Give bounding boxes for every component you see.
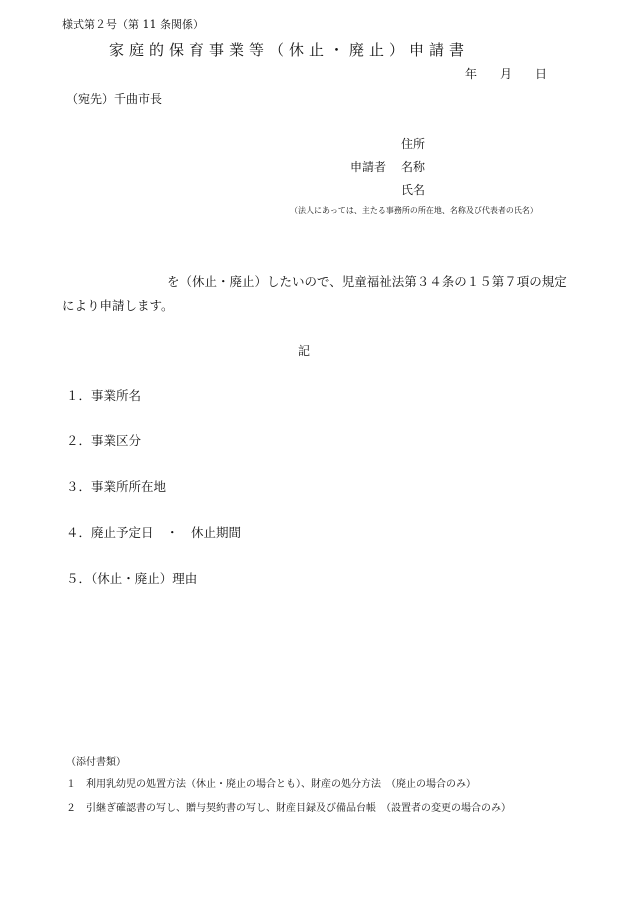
applicant-note: （法人にあっては、主たる事務所の所在地、名称及び代表者の氏名）	[290, 206, 538, 215]
form-number: 様式第２号（第 11 条関係）	[62, 18, 204, 31]
date-day-label: 日	[535, 67, 548, 81]
item-closure-date: ４．廃止予定日 ・ 休止期間	[66, 525, 242, 540]
date-month-label: 月	[500, 67, 513, 81]
body-text-line-2: により申請します。	[62, 298, 174, 313]
item-reason: ５．（休止・廃止）理由	[66, 571, 198, 586]
body-text-line-1: を（休止・廃止）したいので、児童福祉法第３４条の１５第７項の規定	[167, 274, 567, 289]
applicant-label: 申請者	[350, 160, 387, 174]
addressee: （宛先）千曲市長	[66, 92, 163, 106]
date-year-label: 年	[465, 67, 478, 81]
ki-heading: 記	[298, 344, 311, 358]
attachment-item-1: １ 利用乳幼児の処置方法（休止・廃止の場合とも）、財産の処分方法 （廃止の場合のみ）	[66, 779, 476, 790]
item-business-category: ２．事業区分	[66, 433, 142, 448]
applicant-person-name-label: 氏名	[401, 183, 426, 197]
item-business-name: １．事業所名	[66, 388, 142, 403]
attachment-item-2: ２ 引継ぎ確認書の写し、贈与契約書の写し、財産目録及び備品台帳 （設置者の変更の場合のみ）	[66, 803, 511, 814]
item-business-location: ３．事業所所在地	[66, 479, 167, 494]
applicant-org-name-label: 名称	[401, 160, 426, 174]
form-title: 家庭的保育事業等（休止・廃止）申請書	[109, 41, 470, 59]
applicant-address-label: 住所	[401, 137, 426, 151]
attachments-heading: （添付書類）	[66, 757, 126, 768]
